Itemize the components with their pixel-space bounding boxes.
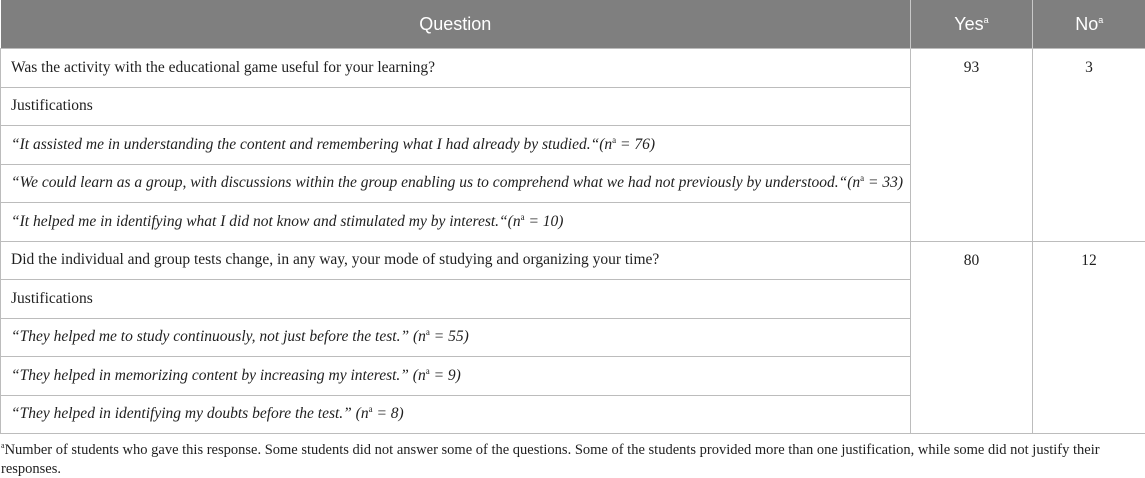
yes-count-cell: 80 [911, 241, 1033, 434]
question-cell: Was the activity with the educational game useful for your learning? [1, 49, 911, 88]
table-row [1, 49, 1145, 88]
justification-cell: “We could learn as a group, with discussions within the group enabling us to comprehend what we had not previously by $understood.“(n^a = 33)$ [1, 164, 911, 203]
justification-cell: “They helped in memorizing content by increasing my interest.” $(n^a = 9)$ [1, 357, 911, 396]
justification-cell: “It helped me in identifying what I did not know and stimulated my by $interest.“(n^a = 10)$ [1, 203, 911, 242]
justification-cell: “It assisted me in understanding the content and remembering what I had already by $studied.“(n^a = 76)$ [1, 126, 911, 165]
no-count-cell: 12 [1033, 241, 1145, 434]
question-cell: Did the individual and group tests change, in any way, your mode of studying and organizing your time? [1, 241, 911, 280]
table-header-row [1, 0, 1145, 49]
justifications-label: Justifications [1, 87, 911, 126]
justifications-label: Justifications [1, 280, 911, 319]
header-no: No$^a$ [1033, 0, 1145, 49]
table-footnote: $^a$Number of students who gave this response. Some students did not answer some of the questions. Some of the students provided more than one justification, while some did not justify their responses. [1, 441, 1100, 477]
header-yes: Yes$^a$ [911, 0, 1033, 49]
justification-cell: “They helped in identifying my doubts before the test.” $(n^a = 8)$ [1, 395, 911, 434]
table-row [1, 241, 1145, 280]
yes-count-cell: 93 [911, 49, 1033, 242]
header-question: Question [1, 0, 911, 49]
no-count-cell: 3 [1033, 49, 1145, 242]
justification-cell: “They helped me to study continuously, not just before the test.” $(n^a = 55)$ [1, 318, 911, 357]
